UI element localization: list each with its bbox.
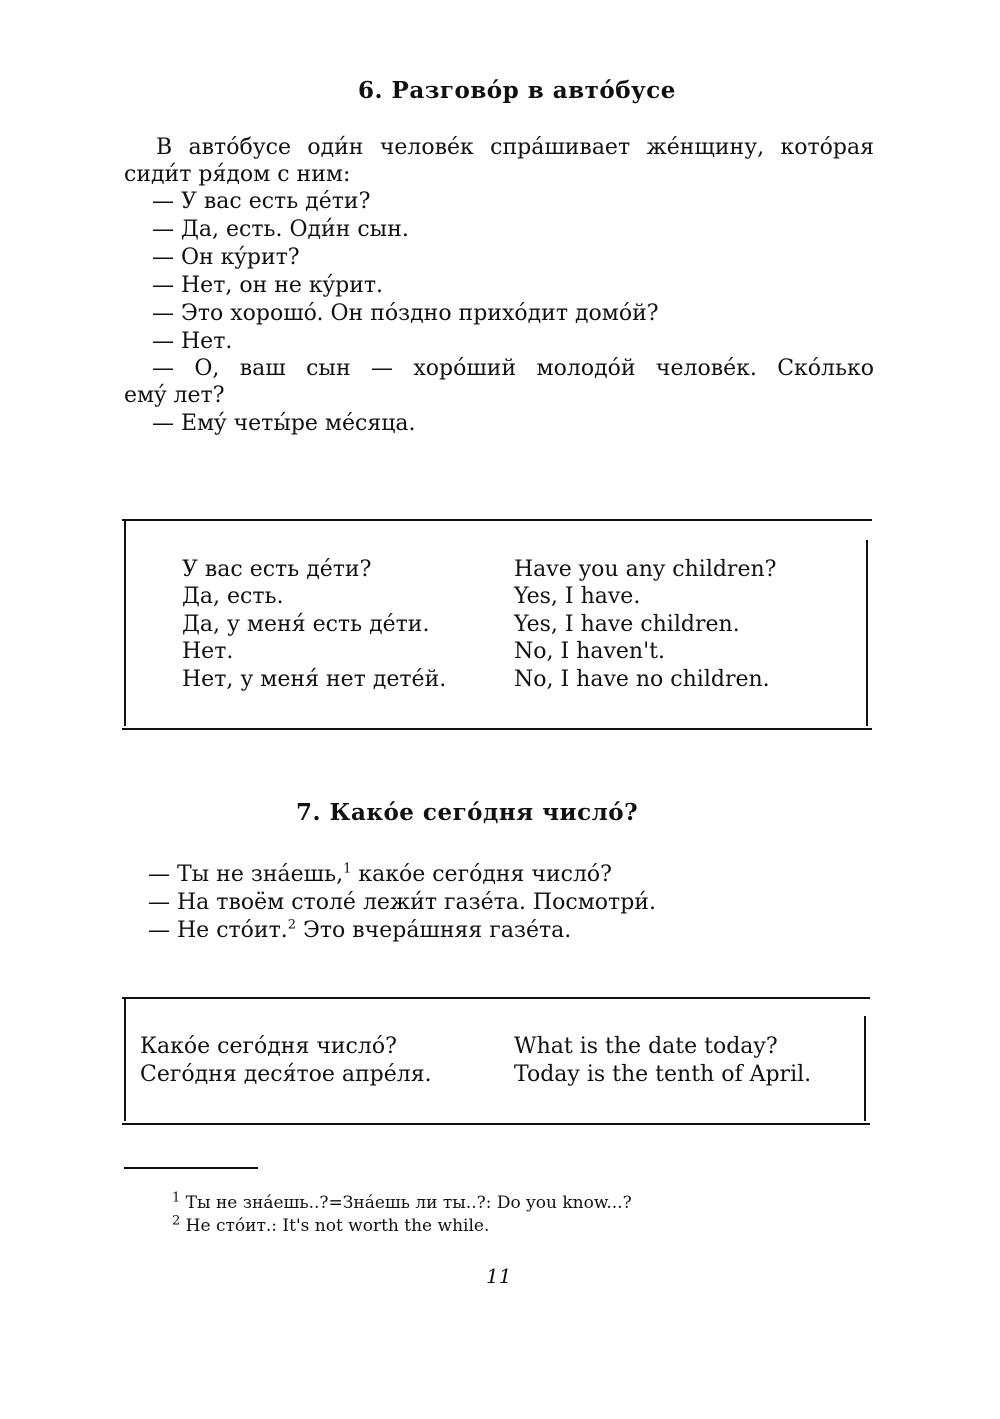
box-left-rule bbox=[124, 999, 126, 1121]
page-number: 11 bbox=[486, 1264, 512, 1288]
dialogue-line: — Не стóит.$^2$ Это вчерáшняя газéта. bbox=[148, 917, 572, 943]
dialogue-line: — Да, есть. Оди́н сын. bbox=[152, 217, 409, 242]
phrase-ru: Сегóдня деся́тое апрéля. bbox=[140, 1062, 432, 1087]
dialogue-line: — Он кýрит? bbox=[152, 245, 300, 270]
phrase-en: Yes, I have children. bbox=[514, 612, 740, 637]
phrase-ru: Нет, у меня́ нет детéй. bbox=[182, 667, 447, 692]
box-top-rule bbox=[122, 519, 872, 521]
phrase-ru: Да, у меня́ есть дéти. bbox=[182, 612, 430, 637]
footnote-2: $^2$ Не стóит.: It's not worth the while. bbox=[172, 1213, 490, 1236]
box-bottom-rule bbox=[122, 1123, 870, 1125]
dialogue-line: — На твоём столé лежи́т газéта. Посмотри́. bbox=[148, 890, 656, 915]
dialogue-line: — У вас есть дéти? bbox=[152, 189, 371, 214]
dialogue-line: — Нет, он не кýрит. bbox=[152, 273, 384, 298]
phrase-en: Yes, I have. bbox=[514, 584, 641, 609]
dialogue-line: емý лет? bbox=[124, 383, 225, 408]
phrase-en: No, I have no children. bbox=[514, 667, 770, 692]
dialogue-line: — Ты не знáешь,$^1$ какóе сегóдня числó? bbox=[148, 861, 612, 887]
dialogue-line: — Это хорошó. Он пóздно прихóдит домóй? bbox=[152, 301, 659, 326]
section-7-title: 7. Какóе сегóдня числó? bbox=[296, 799, 639, 826]
phrase-en: No, I haven't. bbox=[514, 639, 665, 664]
dialogue-line: — Нет. bbox=[152, 329, 233, 354]
phrase-ru: Да, есть. bbox=[182, 584, 284, 609]
intro-line-1: В автóбусе оди́н человéк спрáшивает жéнщину, котóрая bbox=[156, 135, 874, 160]
phrase-en: Today is the tenth of April. bbox=[514, 1062, 812, 1087]
box-left-rule bbox=[124, 521, 126, 726]
dialogue-line: — О, ваш сын — хорóший молодóй человéк. Скóлько bbox=[152, 356, 874, 381]
box-bottom-rule bbox=[122, 728, 872, 730]
footnote-ref: 2 bbox=[287, 917, 297, 933]
phrase-ru: У вас есть дéти? bbox=[182, 557, 372, 582]
dialogue-line: — Емý четы́ре мéсяца. bbox=[152, 411, 416, 436]
phrase-ru: Какóе сегóдня числó? bbox=[140, 1034, 397, 1059]
phrase-en: Have you any children? bbox=[514, 557, 777, 582]
phrase-ru: Нет. bbox=[182, 639, 234, 664]
box-top-rule bbox=[122, 997, 870, 999]
footnote-1: $^1$ Ты не знáешь..?=Знáешь ли ты..?: Do you know...? bbox=[172, 1190, 632, 1213]
footnote-ref: 1 bbox=[343, 861, 352, 877]
phrase-en: What is the date today? bbox=[514, 1034, 778, 1059]
intro-line-2: сиди́т ря́дом с ним: bbox=[124, 162, 351, 187]
box-right-rule bbox=[864, 1016, 866, 1121]
box-right-rule bbox=[866, 540, 868, 726]
footnote-separator bbox=[124, 1167, 258, 1169]
section-6-title: 6. Разговóр в автóбусе bbox=[358, 77, 676, 104]
